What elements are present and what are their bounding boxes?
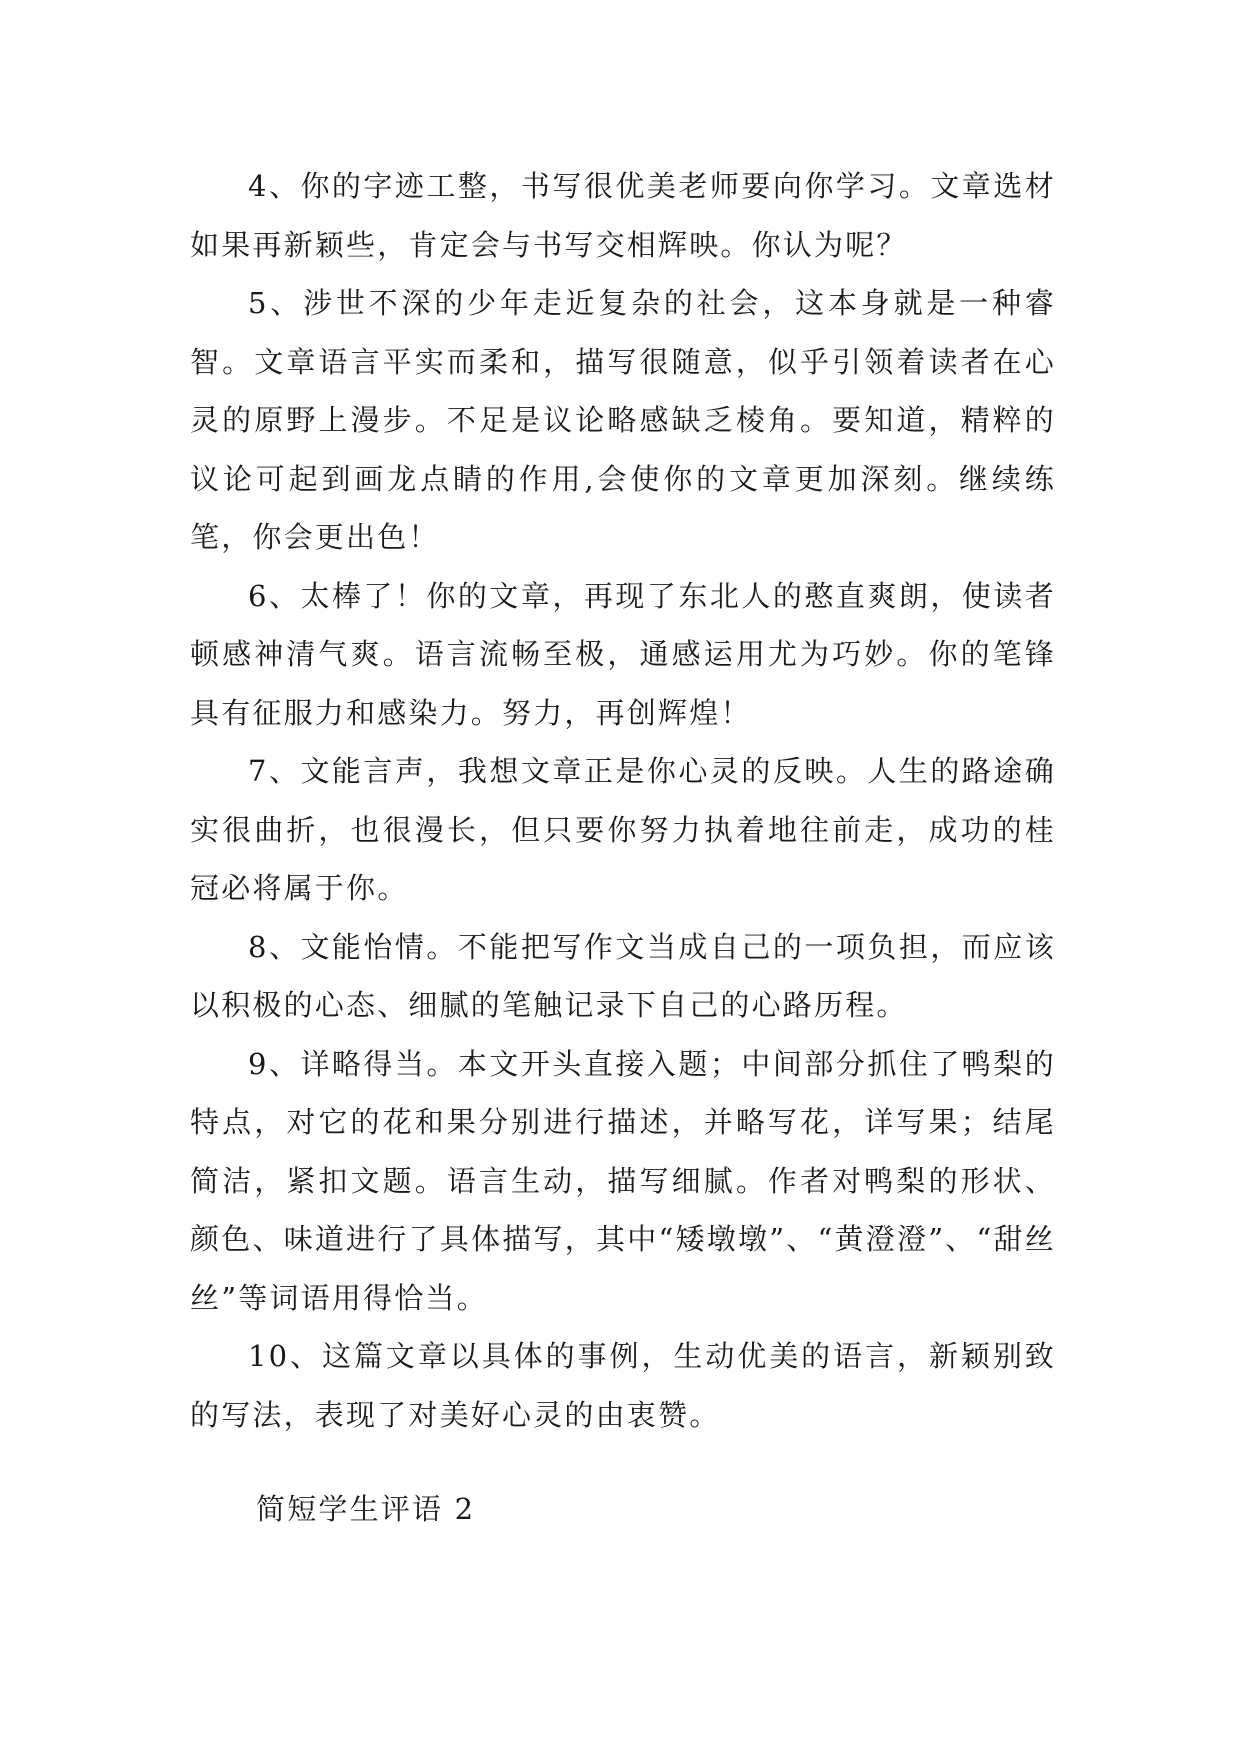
comment-paragraph-7: 7、文能言声，我想文章正是你心灵的反映。人生的路途确实很曲折，也很漫长，但只要你努力执着地往前走，成功的桂冠必将属于你。 <box>190 754 1056 905</box>
comment-paragraph-6: 6、太棒了！你的文章，再现了东北人的憨直爽朗，使读者顿感神清气爽。语言流畅至极，通感运用尤为巧妙。你的笔锋具有征服力和感染力。努力，再创辉煌！ <box>190 578 1056 730</box>
comment-paragraph-9: 9、详略得当。本文开头直接入题；中间部分抓住了鸭梨的特点，对它的花和果分别进行描述，并略写花，详写果；结尾简洁，紧扣文题。语言生动，描写细腻。作者对鸭梨的形状、颜色、味道进行了具体描写，其中“矮墩墩”、“黄澄澄”、“甜丝丝”等词语用得恰当。 <box>190 1046 1056 1315</box>
comment-paragraph-8: 8、文能怡情。不能把写作文当成自己的一项负担，而应该以积极的心态、细腻的笔触记录下自己的心路历程。 <box>190 929 1056 1022</box>
comment-paragraph-5: 5、涉世不深的少年走近复杂的社会，这本身就是一种睿智。文章语言平实而柔和，描写很随意，似乎引领着读者在心灵的原野上漫步。不足是议论略感缺乏棱角。要知道，精粹的议论可起到画龙点睛的作用,会使你的文章更加深刻。继续练笔，你会更出色！ <box>190 286 1056 554</box>
comment-paragraph-4: 4、你的字迹工整，书写很优美老师要向你学习。文章选材如果再新颖些，肯定会与书写交相辉映。你认为呢？ <box>190 169 1056 262</box>
section-heading: 简短学生评语 2 <box>256 1492 476 1526</box>
document-body <box>190 157 1056 1444</box>
comment-paragraph-10: 10、这篇文章以具体的事例，生动优美的语言，新颖别致的写法，表现了对美好心灵的由衷赞。 <box>190 1339 1056 1432</box>
